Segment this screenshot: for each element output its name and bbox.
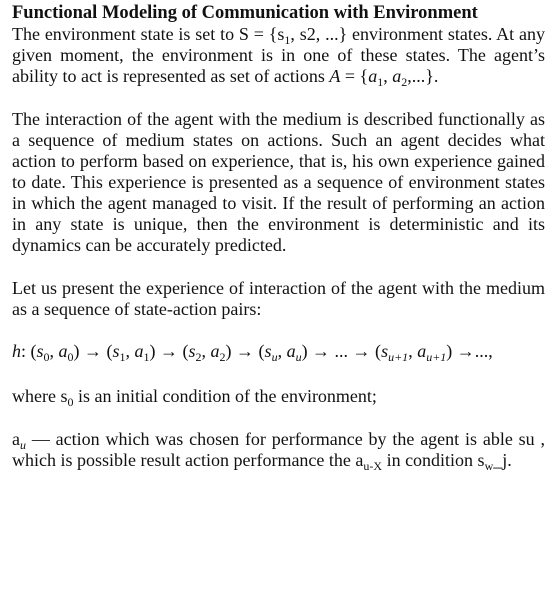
paragraph-initial-condition: where $s_0$ is an initial condition of the environment; xyxy=(12,386,377,409)
paragraph-interaction: The interaction of the agent with the medium is described functionally as a sequence of medium states on actions. Such an agent decides what action to perform based on experience, that is, his own experience gained to date. This experience is presented as a sequence of environment states in which the agent managed to visit. If the result of performing an action in any state is unique, then the environment is deterministic and its dynamics can be accurately predicted. xyxy=(12,109,545,255)
document-page xyxy=(0,3,557,590)
paragraph-environment-states: The environment state is set to $S = \{s_1$, s2, ...} environment states. At any given moment, the environment is in one of these states. The agent’s ability to act is represented as set of actions $A = \{a_1$, $a_2$,...}. xyxy=(12,24,545,89)
section-title: Functional Modeling of Communication with Environment xyxy=(12,3,478,23)
formula-state-action-sequence: h: ($s_0$, $a_0) \to (s_1$, $a_1) \to (s_2$, $a_2) \to (s_u$, $a_u$) → ... → ($s_{u+1}$, $a_{u+1}$) →..., xyxy=(12,341,493,364)
paragraph-experience: Let us present the experience of interaction of the agent with the medium as a sequence of state-action pairs: xyxy=(12,278,545,319)
paragraph-action-definition: $a_u$ — action which was chosen for performance by the agent is able su , which is possible result action performance the $a_{u-X}$ in condition $s_w\_j$. xyxy=(12,429,545,473)
